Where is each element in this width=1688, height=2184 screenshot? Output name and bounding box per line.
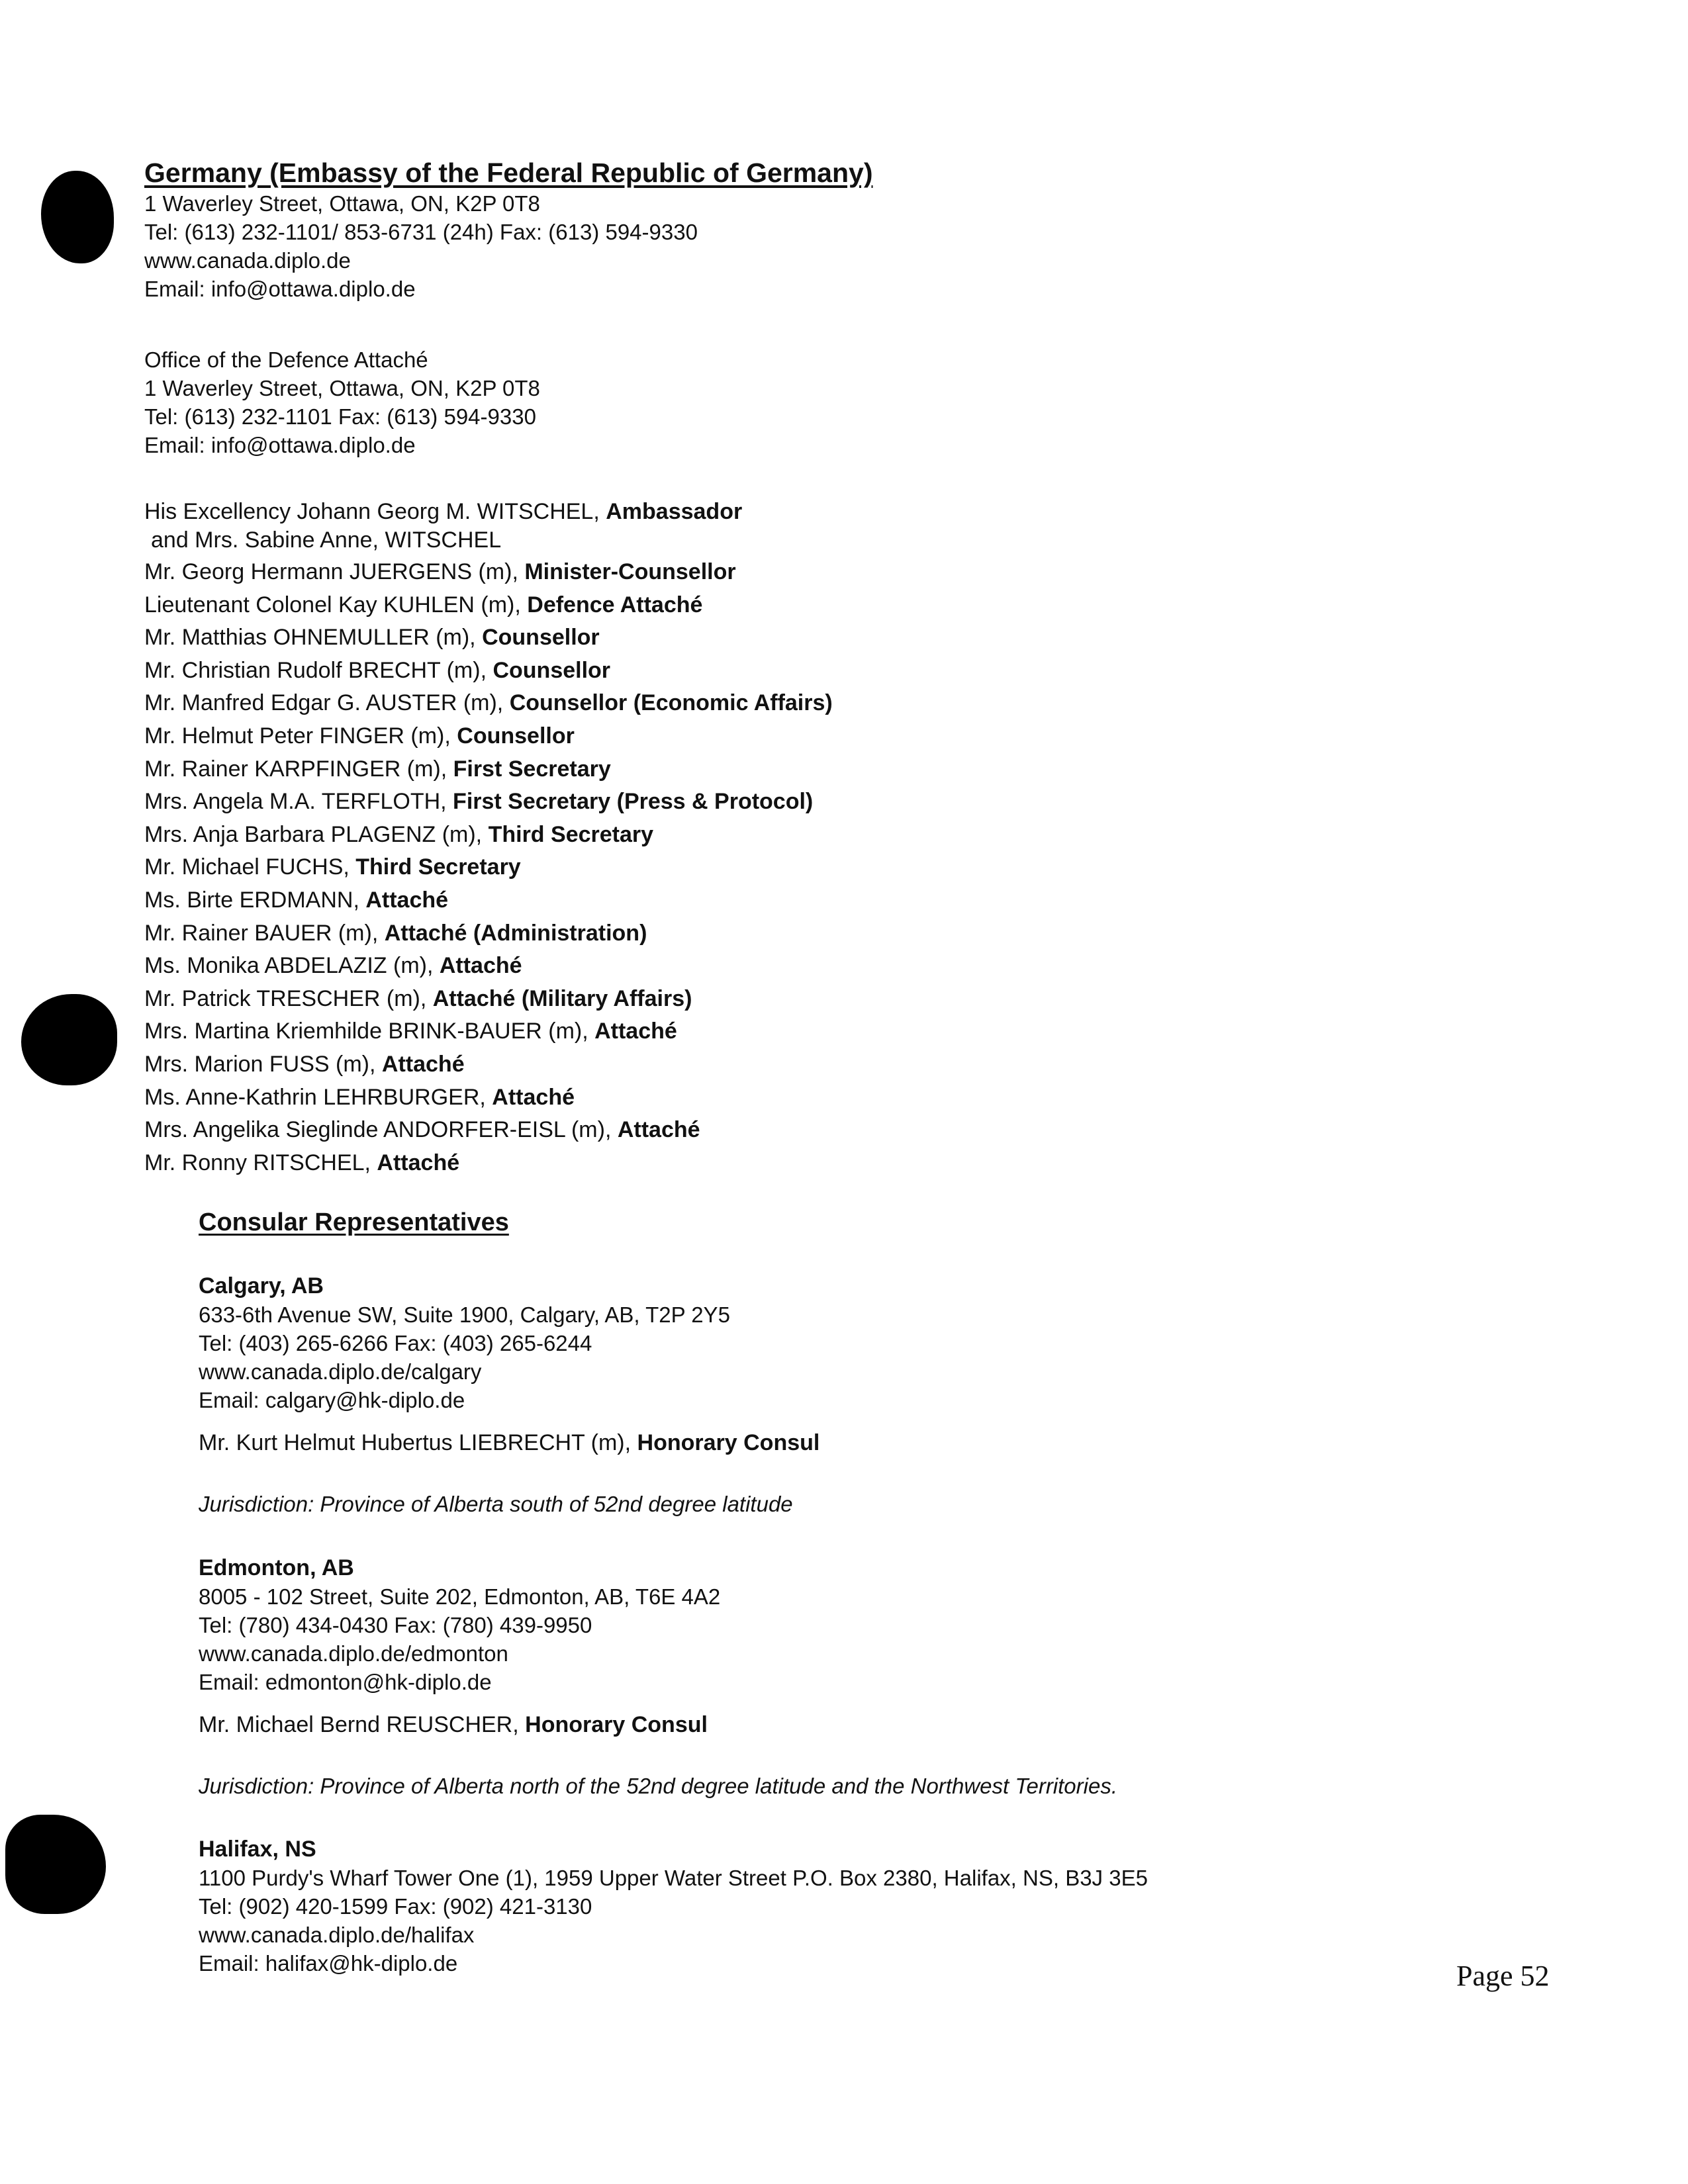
ambassador-entry [144, 498, 1601, 555]
consulate-city: Halifax, NS [199, 1837, 316, 1862]
staff-entry [144, 556, 1601, 589]
consul-entry [199, 1711, 1655, 1739]
consulate-city: Calgary, AB [199, 1273, 324, 1298]
staff-entry [144, 1147, 1601, 1180]
staff-title: Attaché [617, 1117, 700, 1143]
staff-title: Minister-Counsellor [524, 559, 736, 584]
page-heading: Germany (Embassy of the Federal Republic of Germany) [144, 158, 873, 188]
staff-title: Attaché (Administration) [384, 920, 647, 946]
staff-entry [144, 589, 1601, 622]
staff-entry [144, 786, 1601, 819]
defence-office-email: Email: info@ottawa.diplo.de [144, 433, 416, 457]
consulate-phone: Tel: (902) 420-1599 Fax: (902) 421-3130 [199, 1894, 592, 1919]
consul-name: Mr. Kurt Helmut Hubertus LIEBRECHT (m), [199, 1430, 637, 1455]
embassy-email: Email: info@ottawa.diplo.de [144, 277, 416, 301]
staff-name: Mrs. Martina Kriemhilde BRINK-BAUER (m), [144, 1019, 595, 1044]
staff-name: Mr. Georg Hermann JUERGENS (m), [144, 559, 525, 584]
staff-entry [144, 655, 1601, 688]
consulate-address: 1100 Purdy's Wharf Tower One (1), 1959 Upper Water Street P.O. Box 2380, Halifax, NS, B3J 3E5 [199, 1866, 1148, 1890]
staff-entry [144, 917, 1601, 950]
consulate-jurisdiction: Jurisdiction: Province of Alberta south of 52nd degree latitude [199, 1492, 793, 1516]
staff-name: Ms. Monika ABDELAZIZ (m), [144, 953, 440, 979]
staff-name: Mrs. Marion FUSS (m), [144, 1051, 382, 1077]
ambassador-name: His Excellency Johann Georg M. WITSCHEL, [144, 499, 606, 524]
consulate-address: 633-6th Avenue SW, Suite 1900, Calgary, AB, T2P 2Y5 [199, 1302, 730, 1327]
staff-entry [144, 819, 1601, 852]
consulate-calgary [199, 1272, 1655, 1518]
ambassador-spouse: and Mrs. Sabine Anne, WITSCHEL [151, 527, 502, 553]
consulate-email: Email: halifax@hk-diplo.de [199, 1951, 458, 1976]
staff-title: Attaché [381, 1051, 465, 1077]
consul-title: Honorary Consul [525, 1712, 708, 1737]
staff-entry [144, 1081, 1601, 1115]
consular-heading: Consular Representatives [199, 1208, 509, 1236]
staff-title: Attaché [377, 1150, 460, 1175]
embassy-section [144, 156, 1601, 303]
consulate-website: www.canada.diplo.de/halifax [199, 1923, 475, 1947]
consulate-phone: Tel: (780) 434-0430 Fax: (780) 439-9950 [199, 1613, 592, 1637]
consulate-email: Email: calgary@hk-diplo.de [199, 1388, 465, 1412]
embassy-website: www.canada.diplo.de [144, 248, 351, 273]
staff-title: Third Secretary [355, 854, 521, 880]
staff-name: Mrs. Anja Barbara PLAGENZ (m), [144, 821, 489, 847]
defence-office-address: 1 Waverley Street, Ottawa, ON, K2P 0T8 [144, 376, 540, 400]
consulate-address: 8005 - 102 Street, Suite 202, Edmonton, AB, T6E 4A2 [199, 1584, 721, 1609]
consulate-jurisdiction: Jurisdiction: Province of Alberta north of the 52nd degree latitude and the Northwest Territories. [199, 1774, 1117, 1798]
staff-name: Ms. Anne-Kathrin LEHRBURGER, [144, 1084, 492, 1110]
consul-name: Mr. Michael Bernd REUSCHER, [199, 1712, 526, 1737]
embassy-phone: Tel: (613) 232-1101/ 853-6731 (24h) Fax: (613) 594-9330 [144, 220, 698, 244]
staff-entry [144, 950, 1601, 983]
consulate-halifax [199, 1835, 1655, 1978]
staff-entry [144, 753, 1601, 786]
staff-entry [144, 851, 1601, 884]
staff-name: Mr. Manfred Edgar G. AUSTER (m), [144, 690, 510, 716]
staff-title: Counsellor [482, 625, 600, 651]
staff-title: Counsellor [457, 723, 575, 749]
staff-name: Mr. Ronny RITSCHEL, [144, 1150, 377, 1175]
staff-title: Attaché [439, 953, 522, 979]
consulate-website: www.canada.diplo.de/edmonton [199, 1641, 508, 1666]
staff-name: Mr. Christian Rudolf BRECHT (m), [144, 657, 493, 683]
staff-entry [144, 1015, 1601, 1048]
consul-title: Honorary Consul [637, 1430, 820, 1455]
punch-hole-top [41, 171, 114, 263]
staff-title: First Secretary [453, 756, 611, 782]
staff-title: Attaché [365, 887, 449, 913]
staff-name: Mr. Rainer KARPFINGER (m), [144, 756, 453, 782]
staff-title: Third Secretary [488, 821, 654, 847]
staff-name: Mr. Michael FUCHS, [144, 854, 356, 880]
consulate-email: Email: edmonton@hk-diplo.de [199, 1670, 492, 1694]
staff-entry [144, 621, 1601, 655]
staff-entry [144, 983, 1601, 1016]
consulate-website: www.canada.diplo.de/calgary [199, 1359, 482, 1384]
staff-name: Mr. Patrick TRESCHER (m), [144, 985, 433, 1011]
staff-name: Mr. Rainer BAUER (m), [144, 920, 385, 946]
staff-entry [144, 720, 1601, 753]
staff-name: Ms. Birte ERDMANN, [144, 887, 366, 913]
staff-title: Attaché (Military Affairs) [432, 985, 692, 1011]
ambassador-title: Ambassador [606, 499, 743, 524]
staff-list [144, 556, 1601, 1179]
punch-hole-bottom [5, 1815, 106, 1914]
staff-entry [144, 884, 1601, 917]
consul-entry [199, 1429, 1655, 1457]
staff-title: Defence Attaché [527, 592, 703, 617]
consulate-city: Edmonton, AB [199, 1555, 354, 1580]
staff-title: Attaché [492, 1084, 575, 1110]
consular-section [199, 1207, 1655, 1238]
staff-title: Counsellor [492, 657, 611, 683]
punch-hole-middle [21, 994, 117, 1085]
staff-title: First Secretary (Press & Protocol) [453, 789, 814, 815]
page-number: Page 52 [1456, 1960, 1550, 1992]
consulate-edmonton [199, 1554, 1655, 1800]
staff-name: Mrs. Angelika Sieglinde ANDORFER-EISL (m), [144, 1117, 618, 1143]
staff-entry [144, 1048, 1601, 1081]
consulate-phone: Tel: (403) 265-6266 Fax: (403) 265-6244 [199, 1331, 592, 1355]
staff-title: Attaché [594, 1019, 677, 1044]
staff-entry [144, 687, 1601, 720]
staff-name: Lieutenant Colonel Kay KUHLEN (m), [144, 592, 528, 617]
staff-name: Mrs. Angela M.A. TERFLOTH, [144, 789, 453, 815]
staff-name: Mr. Matthias OHNEMULLER (m), [144, 625, 483, 651]
defence-office-name: Office of the Defence Attaché [144, 347, 428, 372]
staff-entry [144, 1114, 1601, 1147]
staff-name: Mr. Helmut Peter FINGER (m), [144, 723, 457, 749]
defence-office-section [144, 345, 1601, 459]
staff-title: Counsellor (Economic Affairs) [509, 690, 833, 716]
embassy-address: 1 Waverley Street, Ottawa, ON, K2P 0T8 [144, 191, 540, 216]
defence-office-phone: Tel: (613) 232-1101 Fax: (613) 594-9330 [144, 404, 536, 429]
